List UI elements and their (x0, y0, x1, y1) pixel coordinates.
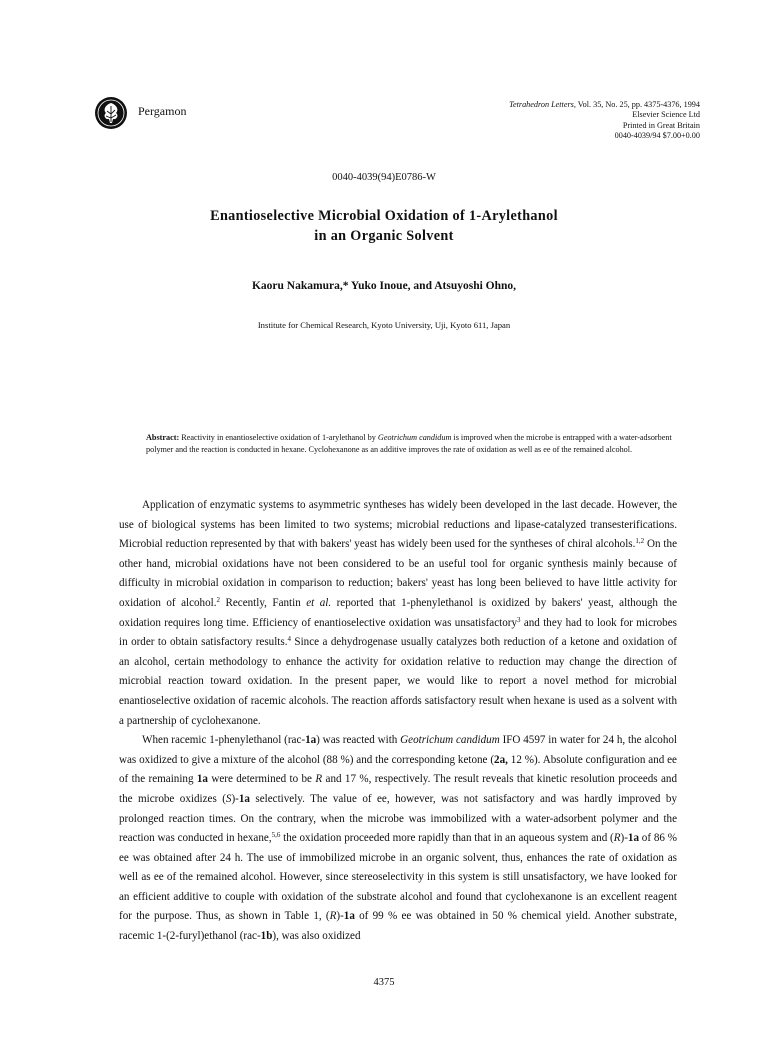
body-text (119, 496, 677, 947)
journal-info (509, 100, 700, 142)
page-number: 4375 (373, 977, 395, 988)
title-line-2: in an Organic Solvent (314, 228, 454, 244)
publisher-line: Elsevier Science Ltd (632, 110, 700, 120)
citation-ref: 2 (216, 595, 220, 604)
pergamon-logo-icon (94, 96, 128, 130)
doi-code: 0040-4039(94)E0786-W (332, 172, 436, 183)
paper-title (0, 206, 768, 246)
printed-line: Printed in Great Britain (622, 120, 700, 130)
title-line-1: Enantioselective Microbial Oxidation of 1-Arylethanol (210, 208, 558, 224)
citation-ref: 5,6 (271, 831, 281, 840)
compound-label: 1a (343, 910, 355, 923)
paragraph-2: When racemic 1-phenylethanol (rac-1a) was reacted with Geotrichum candidum IFO 4597 in water for 24 h, the alcohol was oxidized to give a mixture of the alcohol (88 %) and the corresponding ketone (2a, 12 %). Absolute configuration and ee of the remaining 1a were determined to be R and 17 %, respectively. The result reveals that kinetic resolution proceeds and the microbe oxidizes (S)-1a selectively. The value of ee, however, was not satisfactory and was hardly improved by prolonged reaction times. On the contrary, when the microbe was immobilized with a water-adsorbent polymer and the reaction was conducted in hexane,$^{5,6}$ the oxidation proceeded more rapidly than that in an aqueous system and (R)-1a of 86 % ee was obtained after 24 h. The use of immobilized microbe in an organic solvent, thus, enhances the rate of oxidation as well as ee of the remained alcohol. However, since stereoselectivity in this system is still unsatisfactory, we have looked for an efficient additive to couple with oxidation of the substrate alcohol and found that cyclohexanone is an excellent reagent for the purpose. Thus, as shown in Table 1, (R)-1a of 99 % ee was obtained in 50 % chemical yield. Another substrate, racemic 1-(2-furyl)ethanol (rac-1b), was also oxidized (119, 734, 678, 943)
organism-name: Geotrichum candidum (400, 734, 500, 747)
abstract: Abstract: Reactivity in enantioselective oxidation of 1-arylethanol by Geotrichum candidum is improved when the microbe is entrapped with a water-adsorbent polymer and the reaction is conducted in hexane. Cyclohexanone as an additive improves the rate of oxidation as well as ee of the remained alcohol. (146, 433, 672, 454)
abstract-label: Abstract: (146, 433, 180, 442)
compound-label: 1b (260, 930, 273, 943)
citation-ref: 4 (287, 635, 291, 644)
publisher-name: Pergamon (138, 104, 187, 118)
paragraph-1: Application of enzymatic systems to asymmetric syntheses has widely been developed in the last decade. However, the use of biological systems has been limited to two systems; microbial reductions and lipase-catalyzed transesterifications. Microbial reduction represented by that with bakers' yeast has widely been used for the syntheses of chiral alcohols.$^{1,2}$ On the other hand, microbial oxidations have not been considered to be an useful tool for organic synthesis mainly because of difficulty in microbial oxidation in comparison to reduction; bakers' yeast has long been believed to have little activity for oxidation of alcohol.$^2$ Recently, Fantin et al. reported that 1-phenylethanol is oxidized by bakers' yeast, although the oxidation requires long time. Efficiency of enantioselective oxidation was unsatisfactory$^3$ and they had to look for microbes in order to obtain satisfactory results.$^4$ Since a dehydrogenase usually catalyzes both reduction of a ketone and oxidation of an alcohol, certain methodology to enhance the activity for oxidation relative to reduction may change the direction of microbial reaction toward oxidation. In the present paper, we would like to report a novel method for microbial enantioselective oxidation of racemic alcohols. The reaction affords satisfactory result when hexane is used as a solvent with a partnership of cyclohexanone. (119, 499, 677, 727)
affiliation: Institute for Chemical Research, Kyoto University, Uji, Kyoto 611, Japan (257, 320, 511, 330)
price-line: 0040-4039/94 $7.00+0.00 (614, 131, 700, 141)
citation-ref: 1,2 (635, 537, 645, 546)
compound-label: 2a, (494, 753, 508, 766)
compound-label: 1a (627, 832, 639, 845)
journal-citation: Tetrahedron Letters, Vol. 35, No. 25, pp. 4375-4376, 1994 (509, 100, 700, 109)
citation-ref: 3 (517, 615, 521, 624)
compound-label: 1a (238, 792, 250, 805)
author-list: Kaoru Nakamura,* Yuko Inoue, and Atsuyoshi Ohno, (251, 280, 517, 292)
compound-label: 1a (305, 734, 317, 747)
journal-name: Tetrahedron Letters (509, 100, 574, 109)
compound-label: 1a (196, 773, 208, 786)
organism-name: Geotrichum candidum (377, 433, 452, 442)
